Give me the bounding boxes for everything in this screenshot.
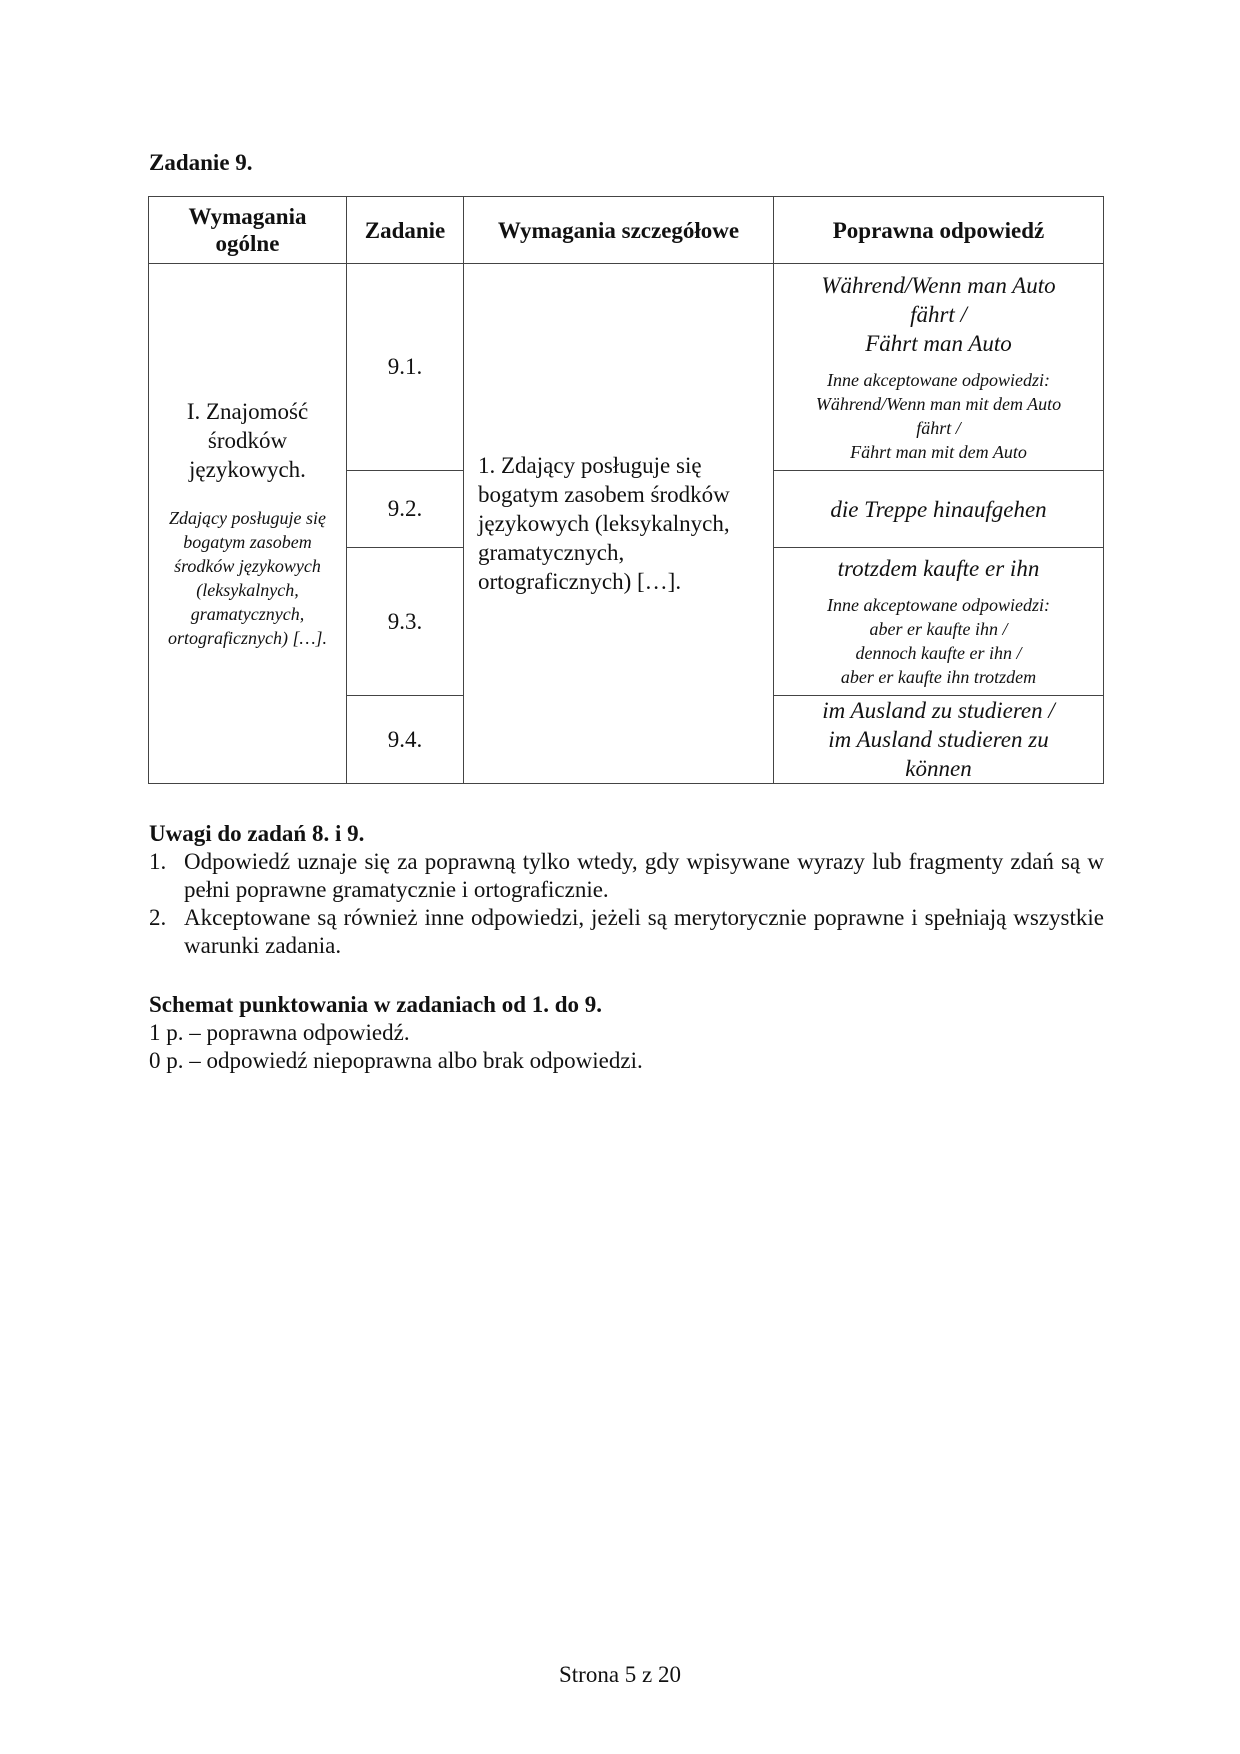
- task-number: 9.1.: [347, 264, 464, 471]
- task-title: Zadanie 9.: [149, 150, 253, 175]
- answer-line: Fährt man Auto: [865, 330, 1012, 356]
- general-requirement-detail: Zdający posługuje się bogatym zasobem środków językowych (leksykalnych, gramatycznych, ortograficznych) […].: [168, 508, 327, 648]
- table-header-row: [149, 197, 1104, 264]
- alternative-answers-label: Inne akceptowane odpowiedzi:: [827, 369, 1050, 390]
- header-correct-answer: Poprawna odpowiedź: [774, 197, 1104, 264]
- general-requirement-main: I. Znajomość środków językowych.: [186, 399, 309, 482]
- answer-line: Während/Wenn man Auto fährt /: [821, 272, 1056, 327]
- general-requirements-cell: [149, 264, 347, 784]
- header-task: Zadanie: [347, 197, 464, 264]
- alternative-answer-line: aber er kaufte ihn /: [869, 619, 1008, 639]
- answer-line: im Ausland studieren zu können: [828, 727, 1049, 781]
- answer-cell: [774, 471, 1104, 548]
- alternative-answers-label: Inne akceptowane odpowiedzi:: [827, 595, 1050, 615]
- scoring-section: [149, 991, 1104, 1075]
- table-row: [149, 264, 1104, 471]
- alternative-answer-line: Während/Wenn man mit dem Auto fährt /: [815, 393, 1062, 438]
- alternative-answer-line: aber er kaufte ihn trotzdem: [840, 667, 1037, 687]
- note-text: Akceptowane są również inne odpowiedzi, jeżeli są merytorycznie poprawne i spełniają wszystkie warunki zadania.: [184, 905, 1104, 958]
- task-number: 9.4.: [347, 696, 464, 784]
- page-number: Strona 5 z 20: [558, 1662, 681, 1687]
- note-text: Odpowiedź uznaje się za poprawną tylko wtedy, gdy wpisywane wyrazy lub fragmenty zdań są w pełni poprawne gramatycznie i ortograficznie.: [184, 849, 1104, 902]
- answer-line: im Ausland zu studieren /: [822, 698, 1055, 723]
- answer-line: die Treppe hinaufgehen: [830, 496, 1047, 522]
- notes-title: Uwagi do zadań 8. i 9.: [149, 821, 365, 846]
- alternative-answer-line: dennoch kaufte er ihn /: [855, 643, 1022, 663]
- answer-line: trotzdem kaufte er ihn: [837, 556, 1040, 581]
- list-item: [149, 848, 1104, 904]
- answer-cell: [774, 696, 1104, 784]
- header-detailed-requirements: Wymagania szczegółowe: [464, 197, 774, 264]
- scoring-line: 0 p. – odpowiedź niepoprawna albo brak odpowiedzi.: [149, 1048, 643, 1073]
- header-general-requirements: Wymagania ogólne: [149, 197, 347, 264]
- detailed-requirement-cell: 1. Zdający posługuje się bogatym zasobem środków językowych (leksykalnych, gramatycznych, ortograficznych) […].: [464, 264, 774, 784]
- notes-list: [149, 848, 1104, 960]
- answer-cell: [774, 548, 1104, 696]
- scoring-title: Schemat punktowania w zadaniach od 1. do 9.: [149, 992, 603, 1017]
- scoring-line: 1 p. – poprawna odpowiedź.: [149, 1020, 410, 1045]
- task-number: 9.2.: [347, 471, 464, 548]
- notes-section: [149, 820, 1104, 960]
- answer-cell: [774, 264, 1104, 471]
- note-number: 2.: [149, 905, 167, 930]
- alternative-answer-line: Fährt man mit dem Auto: [850, 441, 1027, 462]
- list-item: [149, 904, 1104, 960]
- note-number: 1.: [149, 849, 167, 874]
- task-number: 9.3.: [347, 548, 464, 696]
- answer-key-table: [148, 196, 1104, 784]
